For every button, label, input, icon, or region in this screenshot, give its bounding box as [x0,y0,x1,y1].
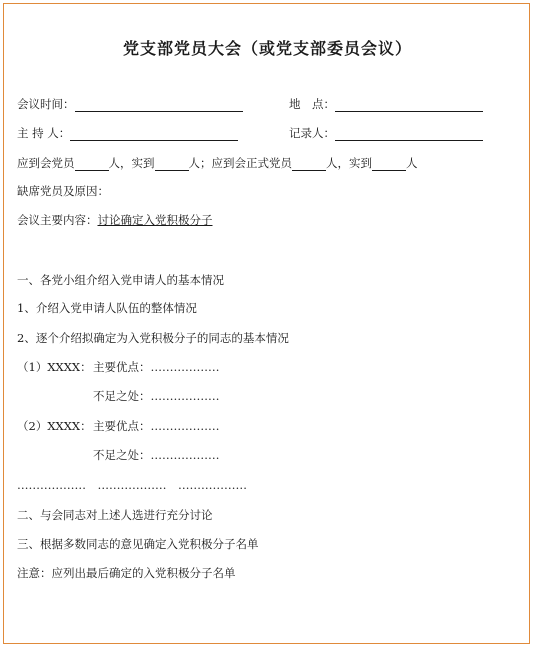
attendance-text-4: 人，实到 [326,156,372,170]
absent-row: 缺席党员及原因： [17,184,109,198]
attendance-text-1: 应到会党员 [17,156,75,170]
person-2-shortcomings-dots: ……………… [150,448,220,462]
host-label: 主 持 人： [17,126,71,140]
attendance-text-5: 人 [406,156,418,170]
location-row [289,96,483,112]
recorder-field[interactable] [335,127,483,141]
location-label: 地 点： [289,97,335,111]
person-1-merits-dots: ……………… [150,360,220,374]
page-title: 党支部党员大会（或党支部委员会议） [122,39,412,58]
attendance-blank-2[interactable] [155,157,189,171]
content-label: 会议主要内容： [17,213,98,227]
recorder-row [289,125,483,141]
person-2-merits [93,418,220,434]
meeting-time-field[interactable] [75,98,243,112]
attendance-blank-4[interactable] [372,157,406,171]
person-1-shortcomings [93,388,220,404]
person-2-shortcomings [93,447,220,463]
ellipsis-row: ……………… ……………… ……………… [17,478,247,492]
attendance-text-2: 人，实到 [108,156,155,170]
attendance-blank-1[interactable] [75,157,109,171]
person-1-label: （1）XXXX： [17,360,92,374]
content-value: 讨论确定入党积极分子 [97,213,213,227]
person-1-merits-label: 主要优点： [93,360,151,374]
attendance-row [17,155,418,171]
person-2-label: （2）XXXX： [17,419,92,433]
section-3: 三、根据多数同志的意见确定入党积极分子名单 [17,537,259,551]
host-row [17,125,238,141]
host-field[interactable] [70,127,238,141]
note: 注意：应列出最后确定的入党积极分子名单 [17,566,236,580]
meeting-time-row [17,96,243,112]
attendance-blank-3[interactable] [292,157,326,171]
attendance-text-3: 人；应到会正式党员 [188,156,292,170]
person-1-shortcomings-label: 不足之处： [93,389,151,403]
recorder-label: 记录人： [289,126,335,140]
section-1: 一、各党小组介绍入党申请人的基本情况 [17,273,224,287]
person-2-merits-dots: ……………… [150,419,220,433]
location-field[interactable] [335,98,483,112]
person-2-merits-label: 主要优点： [93,419,151,433]
person-1-merits [93,359,220,375]
item-1: 1、介绍入党申请人队伍的整体情况 [17,301,197,315]
meeting-time-label: 会议时间： [17,97,75,111]
section-2: 二、与会同志对上述人选进行充分讨论 [17,508,213,522]
person-2-shortcomings-label: 不足之处： [93,448,151,462]
person-1-shortcomings-dots: ……………… [150,389,220,403]
item-2: 2、逐个介绍拟确定为入党积极分子的同志的基本情况 [17,331,289,345]
content-row [17,212,213,228]
